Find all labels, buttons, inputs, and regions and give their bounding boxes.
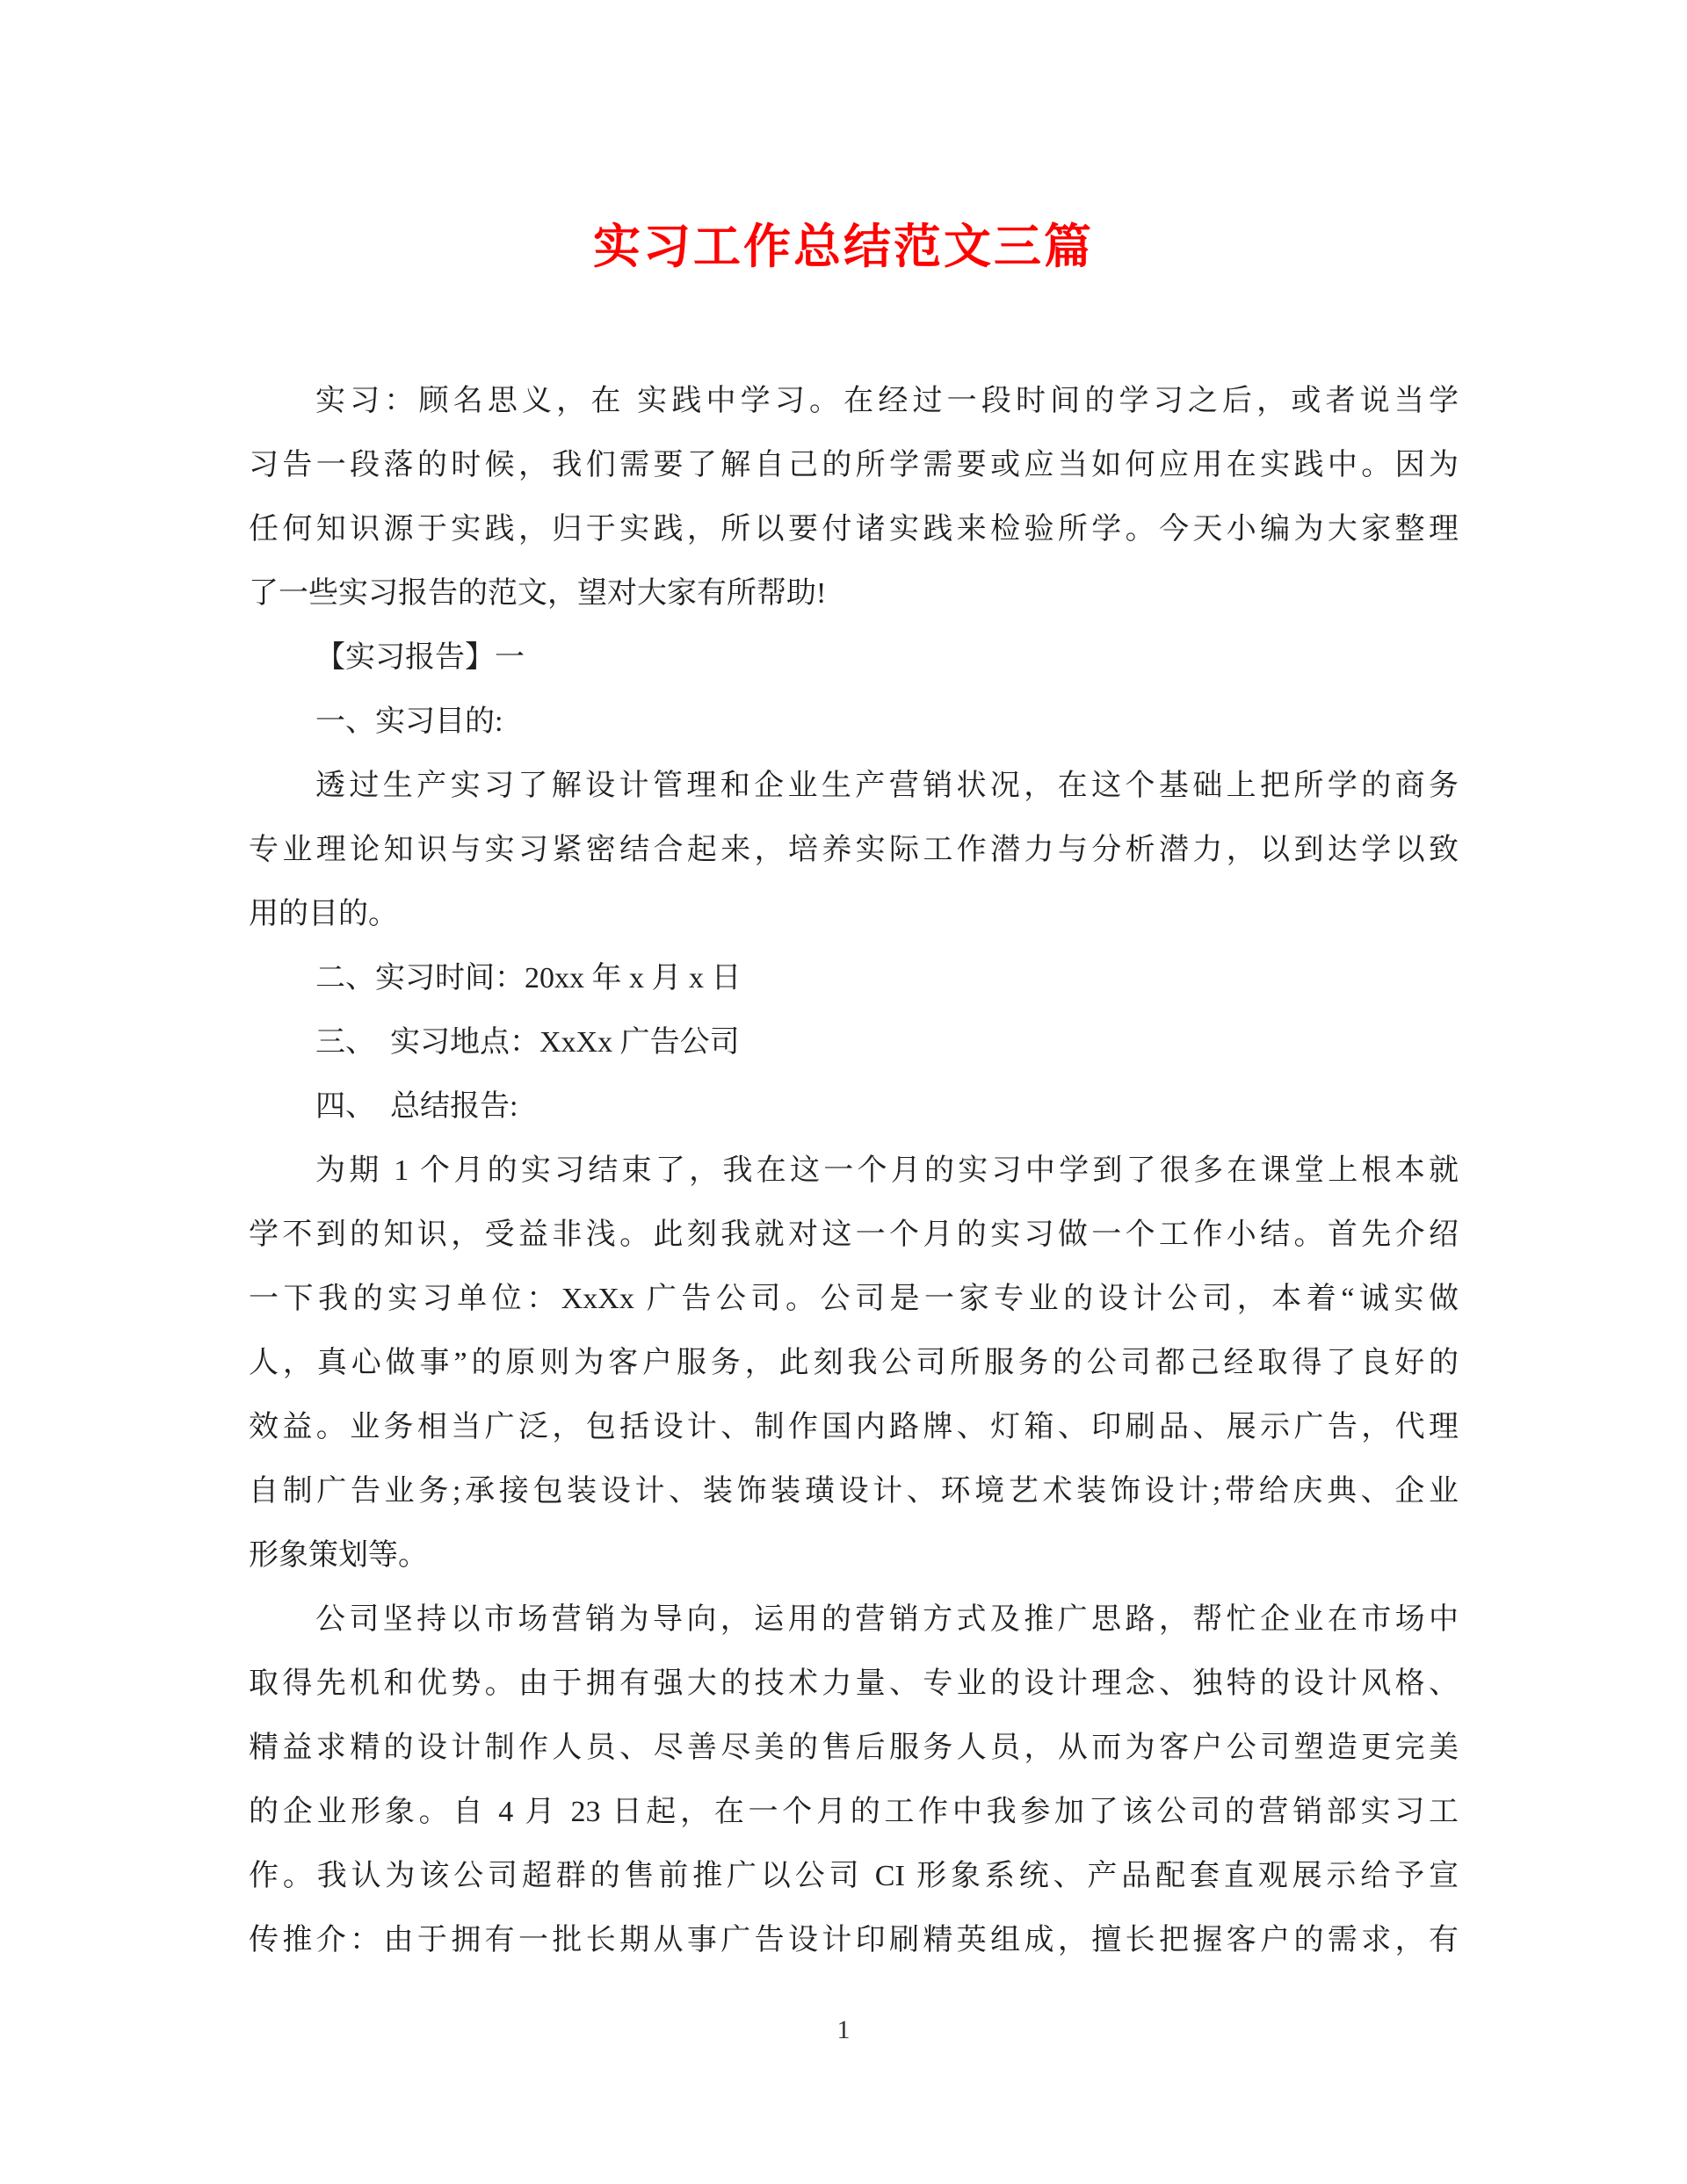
text-line: 透过生产实习了解设计管理和企业生产营销状况，在这个基础上把所学的商务 bbox=[315, 770, 1459, 802]
text-line: 精益求精的设计制作人员、尽善尽美的售后服务人员，从而为客户公司塑造更完美 bbox=[249, 1732, 1459, 1764]
text-line: 作。我认为该公司超群的售前推广以公司 CI 形象系统、产品配套直观展示给予宣 bbox=[249, 1860, 1459, 1892]
text-line: 【实习报告】一 bbox=[315, 641, 525, 674]
text-line: 学不到的知识，受益非浅。此刻我就对这一个月的实习做一个工作小结。首先介绍 bbox=[249, 1219, 1459, 1251]
text-line: 的企业形象。自 4 月 23 日起，在一个月的工作中我参加了该公司的营销部实习工 bbox=[249, 1796, 1459, 1828]
text-line: 用的目的。 bbox=[249, 898, 398, 930]
page-number: 1 bbox=[836, 2015, 851, 2044]
text-line: 一下我的实习单位：XxXx 广告公司。公司是一家专业的设计公司，本着“诚实做 bbox=[249, 1283, 1459, 1315]
text-line: 三、 实习地点：XxXx 广告公司 bbox=[315, 1026, 740, 1059]
text-line: 专业理论知识与实习紧密结合起来，培养实际工作潜力与分析潜力，以到达学以致 bbox=[249, 834, 1459, 866]
text-line: 传推介：由于拥有一批长期从事广告设计印刷精英组成，擅长把握客户的需求，有 bbox=[249, 1924, 1459, 1956]
text-line: 形象策划等。 bbox=[249, 1539, 428, 1572]
text-line: 四、 总结报告: bbox=[315, 1090, 518, 1123]
text-line: 实习：顾名思义，在 实践中学习。在经过一段时间的学习之后，或者说当学 bbox=[315, 385, 1459, 417]
text-line: 公司坚持以市场营销为导向，运用的营销方式及推广思路，帮忙企业在市场中 bbox=[315, 1603, 1459, 1636]
text-line: 自制广告业务;承接包装设计、装饰装璜设计、环境艺术装饰设计;带给庆典、企业 bbox=[249, 1475, 1459, 1508]
text-line: 一、实习目的: bbox=[315, 705, 503, 738]
document-body bbox=[249, 369, 1459, 1972]
text-line: 效益。业务相当广泛，包括设计、制作国内路牌、灯箱、印刷品、展示广告，代理 bbox=[249, 1411, 1459, 1443]
text-line: 任何知识源于实践，归于实践，所以要付诸实践来检验所学。今天小编为大家整理 bbox=[249, 513, 1459, 546]
text-line: 二、实习时间：20xx 年 x 月 x 日 bbox=[315, 962, 742, 994]
text-line: 习告一段落的时候，我们需要了解自己的所学需要或应当如何应用在实践中。因为 bbox=[249, 449, 1459, 481]
document-title: 实习工作总结范文三篇 bbox=[593, 221, 1094, 273]
text-line: 取得先机和优势。由于拥有强大的技术力量、专业的设计理念、独特的设计风格、 bbox=[249, 1667, 1459, 1700]
text-line: 了一些实习报告的范文，望对大家有所帮助! bbox=[249, 577, 827, 610]
text-line: 人，真心做事”的原则为客户服务，此刻我公司所服务的公司都己经取得了良好的 bbox=[249, 1347, 1459, 1379]
text-line: 为期 1 个月的实习结束了，我在这一个月的实习中学到了很多在课堂上根本就 bbox=[315, 1154, 1459, 1187]
